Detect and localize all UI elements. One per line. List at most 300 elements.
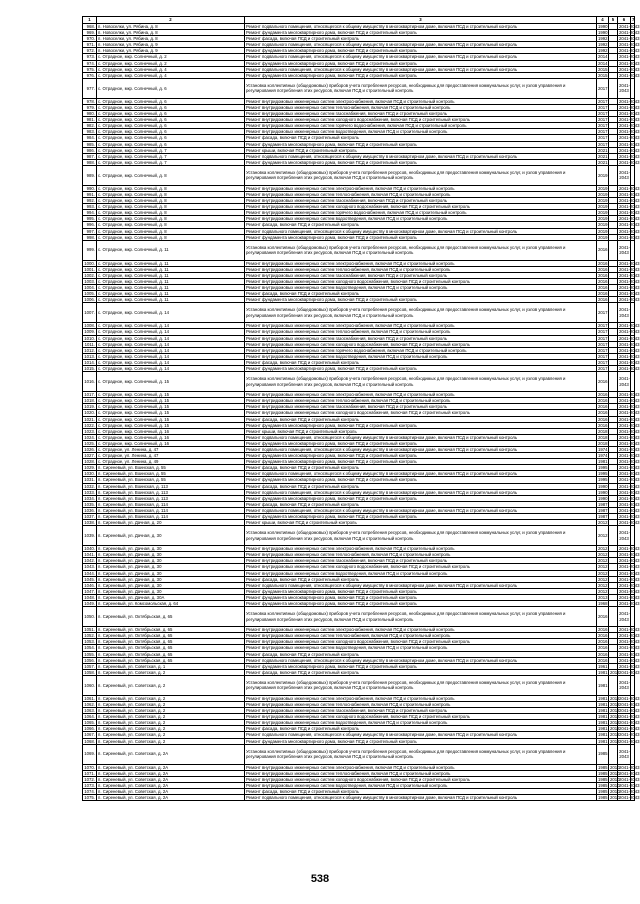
address-cell: п. Сиреневый, ул. Воинская, д. 55 <box>97 471 245 477</box>
year-built-cell: 1985 <box>598 789 608 794</box>
year-built-cell: 2021 <box>598 159 608 165</box>
work-type-cell: Ремонт фундамента многоквартирного дома, включая ПСД и строительный контроль <box>245 514 597 520</box>
planned-period-cell: 2041-2043 <box>619 141 640 147</box>
address-cell: п. Сиреневый, ул. Дачная, д. 30 <box>97 526 245 546</box>
table-row <box>83 675 635 695</box>
row-number: 1015. <box>84 366 95 372</box>
planned-period-cell: 2041-2043 <box>619 266 640 272</box>
planned-period-cell: 2041-2043 <box>618 744 631 764</box>
planned-period-cell: 2041-2043 <box>619 366 640 372</box>
address-cell: п. Сиреневый, ул. Октябрьская, д. 65 <box>97 651 245 657</box>
address-cell: с. Отрадное, мкр. Солнечный, д. 15 <box>97 398 245 404</box>
planned-period-cell: 2041-2043 <box>619 135 640 141</box>
planned-period-cell: 2041-2043 <box>619 24 640 29</box>
row-number: 1024. <box>84 434 95 440</box>
planned-period-cell: 2041-2043 <box>619 645 640 651</box>
planned-period-cell: 2041-2043 <box>619 398 640 404</box>
year-built-cell: 1985 <box>598 795 608 801</box>
header-col-7: 7 <box>632 17 635 23</box>
address-cell: с. Отрадное, мкр. Солнечный, д. 15 <box>97 416 245 422</box>
row-number: 971. <box>83 42 97 48</box>
year-built-cell: 1992 <box>598 48 608 54</box>
year-repair-cell: 2012 <box>610 695 620 701</box>
year-built-cell: 2016 <box>598 285 608 291</box>
row-number: 995. <box>83 216 97 222</box>
work-type-cell: Ремонт фасада, включая ПСД и строительный контроль <box>245 359 597 365</box>
address-cell: с. Отрадное, мкр. Солнечный, д. 8 <box>97 198 245 204</box>
work-type-cell: Ремонт подвального помещения, относящегося к общему имуществу в многоквартирном доме, включая ПСД и строительный контроль <box>245 434 597 440</box>
work-type-cell: Ремонт подвального помещения, относящегося к общему имуществу в многоквартирном доме, включая ПСД и строительный контроль <box>245 582 597 588</box>
planned-period-cell: 2041-2043 <box>618 165 631 185</box>
row-number: 993. <box>83 204 97 210</box>
planned-period-cell: 2041-2043 <box>619 738 640 744</box>
year-built-cell: 2017 <box>598 104 608 110</box>
planned-period-cell: 2041-2043 <box>619 129 640 135</box>
address-cell: с. Отрадное, мкр. Солнечный, д. 2 <box>97 60 245 66</box>
planned-period-cell: 2041-2043 <box>619 764 640 770</box>
planned-period-cell: 2041-2043 <box>619 42 640 48</box>
row-number: 1018. <box>84 398 95 404</box>
empty-cell <box>631 240 635 260</box>
planned-period-cell: 2041-2043 <box>619 639 640 645</box>
year-built-cell: 2016 <box>598 404 608 410</box>
planned-period-cell: 2041-2043 <box>619 341 640 347</box>
year-built-cell: 2012 <box>598 552 608 558</box>
work-type-cell: Ремонт фундамента многоквартирного дома, включая ПСД и строительный контроль <box>245 60 597 66</box>
work-type-cell: Установка коллективных (общедомовых) приборов учета потребления ресурсов, необходимых для предоставления коммунальных услуг, и узлов управления и регулирования потребления этих ресурсов, включая ПСД и строительный контроль <box>245 526 597 546</box>
planned-period-cell: 2041-2043 <box>618 675 631 695</box>
row-number: 977. <box>83 78 97 98</box>
work-type-cell: Ремонт подвального помещения, относящегося к общему имуществу в многоквартирном доме, включая ПСД и строительный контроль <box>245 153 597 159</box>
address-cell: п. Сиреневый, ул. Дачная, д. 30 <box>97 570 245 576</box>
row-number: 1051. <box>84 627 95 633</box>
planned-period-cell: 2041-2043 <box>619 72 640 78</box>
year-built-cell: 1995 <box>598 465 608 471</box>
planned-period-cell: 2041-2043 <box>619 582 640 588</box>
year-repair-cell <box>609 607 618 627</box>
year-built-cell: 1995 <box>598 471 608 477</box>
planned-period-cell: 2041-2043 <box>619 657 640 663</box>
work-type-cell: Ремонт подвального помещения, относящегося к общему имуществу в многоквартирном доме, включая ПСД и строительный контроль <box>245 446 597 452</box>
address-cell: с. Отрадное, мкр. Солнечный, д. 14 <box>97 353 245 359</box>
work-type-cell: Ремонт внутридомовых инженерных систем теплоснабжения, включая ПСД и строительный контроль <box>245 398 597 404</box>
year-built-cell: 2019 <box>598 216 608 222</box>
work-type-cell: Ремонт фундамента многоквартирного дома, включая ПСД и строительный контроль <box>245 440 597 446</box>
address-cell: с. Отрадное, мкр. Солнечный, д. 11 <box>97 260 245 266</box>
year-built-cell: 2012 <box>598 582 608 588</box>
year-built-cell: 2018 <box>598 428 608 434</box>
row-number: 1048. <box>84 594 95 600</box>
work-type-cell: Ремонт внутридомовых инженерных систем холодного водоснабжения, включая ПСД и строительный контроль <box>245 279 597 285</box>
address-cell: п. Сиреневый, ул. Дачная, д. 30 <box>97 546 245 552</box>
row-number: 1036. <box>84 507 95 513</box>
work-type-cell: Ремонт подвального помещения, относящегося к общему имуществу в многоквартирном доме, включая ПСД и строительный контроль <box>245 507 597 513</box>
work-type-cell: Ремонт фасада, включая ПСД и строительный контроль <box>245 651 597 657</box>
work-type-cell: Ремонт фасада, включая ПСД и строительный контроль <box>245 501 597 507</box>
row-number: 975. <box>83 66 97 72</box>
row-number: 984. <box>83 135 97 141</box>
year-repair-cell: 2010 <box>610 782 620 788</box>
address-cell: п. Новоселки, ул. Рябина, д. 9 <box>97 42 245 48</box>
year-built-cell: 1985 <box>598 764 608 770</box>
planned-period-cell: 2041-2043 <box>619 60 640 66</box>
row-number: 992. <box>83 198 97 204</box>
address-cell: п. Новоселки, ул. Рябина, д. 8 <box>97 24 245 30</box>
row-number: 1037. <box>84 514 95 519</box>
planned-period-cell: 2041-2043 <box>619 297 640 303</box>
work-type-cell: Ремонт фундамента многоквартирного дома, включая ПСД и строительный контроль <box>245 159 597 165</box>
year-built-cell: 1981 <box>598 459 608 465</box>
planned-period-cell: 2041-2043 <box>619 359 640 365</box>
address-cell: п. Новоселки, ул. Рябина, д. 8 <box>97 36 245 42</box>
row-number: 986. <box>83 147 97 153</box>
work-type-cell: Ремонт внутридомовых инженерных систем холодного водоснабжения, включая ПСД и строительный контроль <box>245 714 597 720</box>
planned-period-cell: 2041-2043 <box>619 776 640 782</box>
work-type-cell: Установка коллективных (общедомовых) приборов учета потребления ресурсов, необходимых для предоставления коммунальных услуг, и узлов управления и регулирования потребления этих ресурсов, включая ПСД и строительный контроль <box>245 675 597 695</box>
work-type-cell: Ремонт фундамента многоквартирного дома, включая ПСД и строительный контроль <box>245 601 597 607</box>
address-cell: с. Отрадное, мкр. Солнечный, д. 11 <box>97 297 245 303</box>
planned-period-cell: 2041-2043 <box>619 153 640 159</box>
year-built-cell: 2019 <box>598 222 608 228</box>
year-built-cell: 1981 <box>598 720 608 726</box>
year-built-cell: 2014 <box>598 60 608 66</box>
planned-period-cell: 2041-2043 <box>619 588 640 594</box>
planned-period-cell: 2041-2043 <box>618 78 631 98</box>
row-number: 1054. <box>84 645 95 651</box>
row-number: 987. <box>83 153 97 159</box>
planned-period-cell: 2041-2043 <box>619 732 640 738</box>
row-number: 1062. <box>84 701 95 707</box>
address-cell: п. Сиреневый, ул. Дачная, д. 30 <box>97 582 245 588</box>
planned-period-cell: 2041-2043 <box>619 272 640 278</box>
planned-period-cell: 2041-2043 <box>619 416 640 422</box>
row-number: 1066. <box>84 726 95 732</box>
planned-period-cell: 2041-2043 <box>619 434 640 440</box>
planned-period-cell: 2041-2043 <box>619 477 640 483</box>
address-cell: п. Сиреневый, ул. Советская, д. 2А <box>97 789 245 795</box>
year-repair-cell: 2010 <box>610 770 620 776</box>
year-built-cell: 2016 <box>598 279 608 284</box>
address-cell: п. Сиреневый, ул. Воинская, д. 114 <box>97 501 245 507</box>
planned-period-cell: 2041-2043 <box>619 404 640 410</box>
planned-period-cell: 2041-2043 <box>619 714 640 720</box>
empty-cell <box>631 165 635 185</box>
planned-period-cell: 2041-2043 <box>619 323 640 329</box>
address-cell: с. Отрадное, мкр. Солнечный, д. 8 <box>97 234 245 240</box>
row-number: 1063. <box>84 708 95 714</box>
work-type-cell: Ремонт фундамента многоквартирного дома, включая ПСД и строительный контроль <box>245 495 597 501</box>
address-cell: с. Отрадное, мкр. Солнечный, д. 8 <box>97 216 245 222</box>
year-built-cell: 2012 <box>598 588 608 594</box>
planned-period-cell: 2041-2043 <box>619 520 640 526</box>
row-number: 1009. <box>84 329 95 335</box>
work-type-cell: Ремонт подвального помещения, относящегося к общему имуществу в многоквартирном доме, включая ПСД и строительный контроль <box>245 24 597 30</box>
header-col-5: 5 <box>609 17 618 24</box>
year-built-cell: 1981 <box>598 714 608 720</box>
address-cell: п. Сиреневый, ул. Дачная, д. 30 <box>97 588 245 594</box>
year-built-cell: 2017 <box>598 141 608 147</box>
address-cell: с. Отрадное, мкр. Солнечный, д. 6 <box>97 117 245 123</box>
row-number: 1029. <box>84 465 95 471</box>
year-repair-cell: 2012 <box>610 669 620 675</box>
address-cell: с. Отрадное, ул. Ленина, д. 47 <box>97 453 245 459</box>
row-number: 1068. <box>84 738 95 744</box>
planned-period-cell: 2041-2043 <box>619 695 640 701</box>
year-repair-cell: 2012 <box>610 720 620 726</box>
table-row <box>83 240 635 260</box>
work-type-cell: Ремонт подвального помещения, относящегося к общему имуществу в многоквартирном доме, включая ПСД и строительный контроль <box>245 732 597 738</box>
address-cell: с. Отрадное, мкр. Солнечный, д. 6 <box>97 135 245 141</box>
work-type-cell: Ремонт крыши, включая ПСД и строительный контроль <box>245 520 597 526</box>
address-cell: п. Сиреневый, ул. Советская, д. 2А <box>97 770 245 776</box>
work-type-cell: Ремонт фундамента многоквартирного дома, включая ПСД и строительный контроль <box>245 663 597 669</box>
row-number: 1064. <box>84 714 95 720</box>
year-built-cell: 1992 <box>598 36 608 42</box>
table-header-row <box>83 17 635 24</box>
row-number: 1021. <box>84 416 95 422</box>
planned-period-cell: 2041-2043 <box>619 570 640 576</box>
address-cell: п. Сиреневый, ул. Дачная, д. 30 <box>97 552 245 558</box>
year-built-cell: 2012 <box>598 546 608 552</box>
work-type-cell: Ремонт фасада, включая ПСД и строительный контроль <box>245 135 597 141</box>
table-row <box>83 303 635 323</box>
work-type-cell: Ремонт подвального помещения, относящегося к общему имуществу в многоквартирном доме, включая ПСД и строительный контроль <box>245 657 597 663</box>
work-type-cell: Установка коллективных (общедомовых) приборов учета потребления ресурсов, необходимых для предоставления коммунальных услуг, и узлов управления и регулирования потребления этих ресурсов, включая ПСД и строительный контроль <box>245 744 597 764</box>
planned-period-cell: 2041-2043 <box>619 410 640 416</box>
address-cell: п. Сиреневый, ул. Советская, д. 2 <box>97 738 245 744</box>
year-built-cell: 1974 <box>598 446 608 452</box>
year-repair-cell: 2012 <box>610 738 620 744</box>
planned-period-cell: 2041-2043 <box>619 651 640 657</box>
header-col-2: 2 <box>97 17 245 24</box>
planned-period-cell: 2041-2043 <box>619 234 640 240</box>
year-built-cell: 2012 <box>598 564 608 570</box>
address-cell: с. Отрадное, мкр. Солнечный, д. 16 <box>97 434 245 440</box>
planned-period-cell: 2041-2043 <box>619 353 640 359</box>
address-cell: п. Сиреневый, ул. Воинская, д. 113 <box>97 495 245 501</box>
work-type-cell: Ремонт фасада, включая ПСД и строительный контроль <box>245 483 597 489</box>
planned-period-cell: 2041-2043 <box>619 111 640 117</box>
row-number: 1073. <box>84 782 95 788</box>
year-built-cell: 1987 <box>598 514 608 519</box>
address-cell: п. Сиреневый, ул. Советская, д. 2А <box>97 782 245 788</box>
header-col-1: 1 <box>83 17 97 24</box>
year-built-cell: 2016 <box>598 266 608 272</box>
planned-period-cell: 2041-2043 <box>619 335 640 341</box>
work-type-cell: Ремонт внутридомовых инженерных систем водоотведения, включая ПСД и строительный контроль <box>245 645 597 651</box>
planned-period-cell: 2041-2043 <box>619 701 640 707</box>
row-number: 1052. <box>84 633 95 639</box>
row-number: 988. <box>83 159 97 165</box>
year-built-cell: 2017 <box>598 341 608 347</box>
row-number: 1013. <box>84 353 95 359</box>
row-number: 1000. <box>84 260 95 266</box>
year-built-cell: 2019 <box>598 210 608 216</box>
year-built-cell: 2019 <box>597 165 609 185</box>
planned-period-cell: 2041-2043 <box>619 392 640 398</box>
year-repair-cell: 2010 <box>610 776 620 782</box>
year-built-cell: 1985 <box>597 744 609 764</box>
address-cell: с. Отрадное, мкр. Солнечный, д. 7 <box>97 147 245 153</box>
address-cell: п. Сиреневый, ул. Октябрьская, д. 65 <box>97 639 245 645</box>
planned-period-cell: 2041-2043 <box>619 198 640 204</box>
work-type-cell: Ремонт крыши, включая ПСД и строительный контроль <box>245 147 597 153</box>
work-type-cell: Ремонт внутридомовых инженерных систем газоснабжения, включая ПСД и строительный контроль <box>245 558 597 564</box>
address-cell: п. Сиреневый, ул. Воинская, д. 55 <box>97 477 245 483</box>
row-number: 983. <box>83 129 97 135</box>
row-number: 978. <box>83 98 97 104</box>
planned-period-cell: 2041-2043 <box>619 191 640 197</box>
address-cell: с. Отрадное, мкр. Солнечный, д. 8 <box>97 210 245 216</box>
year-built-cell: 1990 <box>598 483 608 489</box>
year-built-cell: 2017 <box>598 323 608 329</box>
address-cell: с. Отрадное, мкр. Солнечный, д. 6 <box>97 98 245 104</box>
work-type-cell: Ремонт внутридомовых инженерных систем водоотведения, включая ПСД и строительный контроль <box>245 129 597 135</box>
row-number: 994. <box>83 210 97 216</box>
work-type-cell: Ремонт подвального помещения, относящегося к общему имуществу в многоквартирном доме, включая ПСД и строительный контроль <box>245 489 597 495</box>
work-type-cell: Ремонт внутридомовых инженерных систем газоснабжения, включая ПСД и строительный контроль <box>245 198 597 204</box>
address-cell: п. Сиреневый, ул. Октябрьская, д. 65 <box>97 607 245 627</box>
row-number: 1031. <box>84 477 95 483</box>
year-repair-cell <box>609 744 618 764</box>
planned-period-cell: 2041-2043 <box>619 770 640 776</box>
year-repair-cell: 2012 <box>610 708 620 714</box>
work-type-cell: Ремонт внутридомовых инженерных систем холодного водоснабжения, включая ПСД и строительный контроль <box>245 564 597 570</box>
year-built-cell: 2016 <box>598 633 608 639</box>
row-number: 1057. <box>84 663 95 669</box>
row-number: 1001. <box>84 266 95 272</box>
year-built-cell: 2018 <box>598 440 608 446</box>
work-type-cell: Ремонт внутридомовых инженерных систем холодного водоснабжения, включая ПСД и строительный контроль <box>245 639 597 645</box>
row-number: 991. <box>83 191 97 197</box>
address-cell: с. Отрадное, мкр. Солнечный, д. 14 <box>97 366 245 372</box>
row-number: 1061. <box>84 695 95 701</box>
address-cell: с. Отрадное, мкр. Солнечный, д. 15 <box>97 410 245 416</box>
year-built-cell: 1985 <box>598 782 608 788</box>
planned-period-cell: 2041-2043 <box>619 446 640 452</box>
work-type-cell: Ремонт внутридомовых инженерных систем электроснабжения, включая ПСД и строительный контроль <box>245 392 597 398</box>
year-repair-cell: 2012 <box>610 726 620 732</box>
work-type-cell: Ремонт внутридомовых инженерных систем горячего водоснабжения, включая ПСД и строительный контроль <box>245 347 597 353</box>
table-row <box>83 78 635 98</box>
address-cell: п. Новоселки, ул. Рябина, д. 8 <box>97 30 245 36</box>
year-built-cell: 2016 <box>598 627 608 633</box>
planned-period-cell: 2041-2043 <box>619 483 640 489</box>
planned-period-cell: 2041-2043 <box>619 123 640 129</box>
planned-period-cell: 2041-2043 <box>619 789 640 794</box>
planned-period-cell: 2041-2043 <box>619 514 640 519</box>
work-type-cell: Ремонт внутридомовых инженерных систем электроснабжения, включая ПСД и строительный контроль <box>245 546 597 552</box>
row-number: 1033. <box>84 489 95 495</box>
work-type-cell: Ремонт фасада, включая ПСД и строительный контроль <box>245 669 597 675</box>
row-number: 1049. <box>84 601 95 607</box>
year-built-cell: 2016 <box>598 398 608 404</box>
row-number: 1041. <box>84 552 95 558</box>
work-type-cell: Ремонт фундамента многоквартирного дома, включая ПСД и строительный контроль <box>245 297 597 303</box>
year-built-cell: 2016 <box>598 416 608 422</box>
work-type-cell: Ремонт внутридомовых инженерных систем теплоснабжения, включая ПСД и строительный контроль <box>245 770 597 776</box>
year-repair-cell <box>609 165 618 185</box>
planned-period-cell: 2041-2043 <box>619 159 640 165</box>
work-type-cell: Установка коллективных (общедомовых) приборов учета потребления ресурсов, необходимых для предоставления коммунальных услуг, и узлов управления и регулирования потребления этих ресурсов, включая ПСД и строительный контроль <box>245 240 597 260</box>
address-cell: п. Сиреневый, ул. Советская, д. 2 <box>97 669 245 675</box>
year-built-cell: 2019 <box>598 204 608 210</box>
address-cell: с. Отрадное, ул. Ленина, д. 47 <box>97 446 245 452</box>
year-built-cell: 2016 <box>598 639 608 645</box>
work-type-cell: Ремонт внутридомовых инженерных систем теплоснабжения, включая ПСД и строительный контроль <box>245 552 597 558</box>
planned-period-cell: 2041-2043 <box>618 303 631 323</box>
year-built-cell: 2016 <box>598 657 608 663</box>
work-type-cell: Ремонт фасада, включая ПСД и строительный контроль <box>245 222 597 228</box>
row-number: 1047. <box>84 588 95 594</box>
row-number: 1011. <box>83 341 97 347</box>
planned-period-cell: 2041-2043 <box>618 240 631 260</box>
year-built-cell: 2021 <box>598 153 608 159</box>
planned-period-cell: 2041-2043 <box>619 54 640 60</box>
row-number: 1014. <box>84 359 95 365</box>
work-type-cell: Ремонт фундамента многоквартирного дома, включая ПСД и строительный контроль <box>245 459 597 465</box>
row-number: 1025. <box>84 440 95 446</box>
work-type-cell: Ремонт фасада, включая ПСД и строительный контроль <box>245 465 597 471</box>
row-number: 1017. <box>84 392 95 398</box>
year-built-cell: 2016 <box>598 260 608 266</box>
year-repair-cell: 2012 <box>610 714 620 720</box>
address-cell: п. Новоселки, ул. Рябина, д. 9 <box>97 48 245 54</box>
address-cell: с. Отрадное, мкр. Солнечный, д. 6 <box>97 141 245 147</box>
work-type-cell: Ремонт фундамента многоквартирного дома, включая ПСД и строительный контроль <box>245 422 597 428</box>
table-row <box>83 607 635 627</box>
row-number: 1067. <box>84 732 95 738</box>
planned-period-cell: 2041-2043 <box>619 260 640 266</box>
row-number: 1065. <box>84 720 95 726</box>
address-cell: с. Отрадное, мкр. Солнечный, д. 6 <box>97 129 245 135</box>
year-built-cell: 1992 <box>598 42 608 48</box>
address-cell: п. Сиреневый, ул. Воинская, д. 55 <box>97 465 245 471</box>
planned-period-cell: 2041-2043 <box>619 204 640 210</box>
work-type-cell: Установка коллективных (общедомовых) приборов учета потребления ресурсов, необходимых для предоставления коммунальных услуг, и узлов управления и регулирования потребления этих ресурсов, включая ПСД и строительный контроль <box>245 303 597 323</box>
year-repair-cell <box>609 303 618 323</box>
planned-period-cell: 2041-2043 <box>619 329 640 335</box>
work-type-cell: Ремонт внутридомовых инженерных систем водоотведения, включая ПСД и строительный контроль <box>245 720 597 726</box>
year-built-cell: 1968 <box>598 601 608 607</box>
address-cell: п. Сиреневый, ул. Дачная, д. 30А <box>97 594 245 600</box>
address-cell: п. Сиреневый, ул. Советская, д. 2А <box>97 795 245 801</box>
planned-period-cell: 2041-2043 <box>619 546 640 552</box>
planned-period-cell: 2041-2043 <box>619 795 640 801</box>
work-type-cell: Ремонт подвального помещения, относящегося к общему имуществу в многоквартирном доме, включая ПСД и строительный контроль <box>245 228 597 234</box>
work-type-cell: Ремонт фасада, включая ПСД и строительный контроль <box>245 789 597 795</box>
year-built-cell: 2016 <box>598 410 608 416</box>
work-type-cell: Ремонт фундамента многоквартирного дома, включая ПСД и строительный контроль <box>245 141 597 147</box>
address-cell: п. Сиреневый, ул. Октябрьская, д. 65 <box>97 645 245 651</box>
address-cell: с. Отрадное, мкр. Солнечный, д. 7 <box>97 159 245 165</box>
planned-period-cell: 2041-2043 <box>619 216 640 222</box>
year-built-cell: 2019 <box>598 234 608 240</box>
year-built-cell: 2017 <box>598 135 608 141</box>
work-type-cell: Ремонт фундамента многоквартирного дома, включая ПСД и строительный контроль <box>245 453 597 459</box>
row-number: 1038. <box>84 520 95 526</box>
address-cell: с. Отрадное, мкр. Солнечный, д. 16 <box>97 428 245 434</box>
work-type-cell: Ремонт внутридомовых инженерных систем электроснабжения, включая ПСД и строительный контроль <box>245 695 597 701</box>
year-built-cell: 2016 <box>597 372 609 392</box>
work-type-cell: Ремонт внутридомовых инженерных систем водоотведения, включая ПСД и строительный контроль <box>245 353 597 359</box>
row-number: 1045. <box>84 576 95 582</box>
row-number: 1043. <box>84 564 95 570</box>
planned-period-cell: 2041-2043 <box>619 210 640 216</box>
address-cell: с. Отрадное, мкр. Солнечный, д. 14 <box>97 323 245 329</box>
planned-period-cell: 2041-2043 <box>619 30 640 36</box>
year-built-cell: 2012 <box>597 526 609 546</box>
